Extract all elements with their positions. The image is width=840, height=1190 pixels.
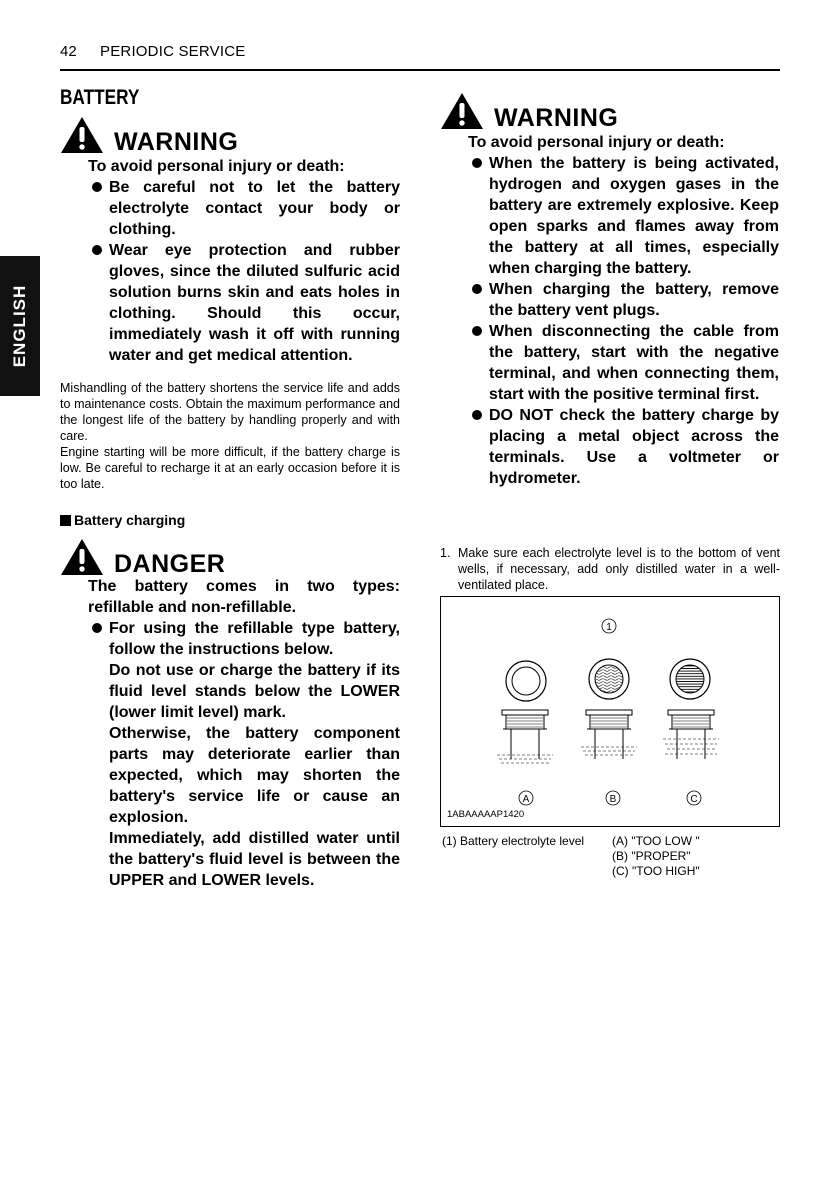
battery-cell-diagram — [441, 597, 779, 826]
figure-legend-list — [612, 834, 700, 879]
figure-legend-1: (1) Battery electrolyte level — [442, 834, 585, 848]
section-title: BATTERY — [60, 86, 140, 109]
step-1 — [440, 545, 780, 593]
top-view-proper — [589, 659, 629, 699]
figure-label-c: C — [690, 794, 698, 805]
warning-label: WARNING — [494, 104, 619, 132]
danger-label: DANGER — [114, 550, 226, 578]
side-view-too-low — [497, 710, 553, 763]
top-view-too-low — [506, 661, 546, 701]
legend-item: (A) "TOO LOW " — [612, 834, 700, 848]
square-bullet-icon — [60, 515, 71, 526]
body-text — [60, 380, 400, 492]
warning-label: WARNING — [114, 128, 239, 156]
warning-item: When charging the battery, remove the battery vent plugs. — [468, 279, 779, 321]
warning-box-left — [60, 116, 400, 366]
warning-triangle-icon — [60, 116, 104, 154]
figure-label-b: B — [609, 794, 617, 805]
body-paragraph: Mishandling of the battery shortens the service life and adds to maintenance costs. Obtain the maximum performance and the longest life of the battery by handling properly and with care. — [60, 381, 400, 443]
danger-paragraph: Otherwise, the battery component parts may deteriorate earlier than expected, which may shorten the battery's service life or cause an explosion. — [109, 725, 400, 826]
legend-item: (B) "PROPER" — [612, 849, 691, 863]
warning-lead: To avoid personal injury or death: — [88, 158, 345, 175]
danger-paragraph: Immediately, add distilled water until the battery's fluid level is between the UPPER and LOWER levels. — [109, 830, 400, 889]
danger-header — [60, 538, 400, 582]
page-number: 42 — [60, 43, 77, 60]
top-view-too-high — [670, 659, 710, 699]
step-text: Make sure each electrolyte level is to the bottom of vent wells, if necessary, add only distilled water in a well-ventilated place. — [458, 546, 780, 592]
warning-triangle-icon — [60, 538, 104, 576]
figure-code: 1ABAAAAAP1420 — [447, 809, 525, 820]
warning-item: When the battery is being activated, hydrogen and oxygen gases in the battery are extremely explosive. Keep open sparks and flames away from the battery at all times, especially when charging the battery. — [468, 153, 779, 279]
step-number: 1. — [440, 546, 451, 560]
subheading-label: Battery charging — [74, 512, 186, 528]
subheading — [60, 512, 185, 528]
language-tab — [0, 256, 40, 396]
warning-triangle-icon — [440, 92, 484, 130]
danger-item: For using the refillable type battery, follow the instructions below. — [88, 618, 400, 660]
warning-header — [60, 116, 400, 160]
warning-box-right — [440, 92, 779, 489]
warning-item: When disconnecting the cable from the battery, start with the negative terminal, and when connecting them, start with the positive terminal first. — [468, 321, 779, 405]
warning-header — [440, 92, 779, 136]
body-paragraph: Engine starting will be more difficult, if the battery charge is low. Be careful to recharge it at an early occasion before it is too late. — [60, 445, 400, 491]
side-view-proper — [581, 710, 637, 759]
danger-paragraph: Do not use or charge the battery if its fluid level stands below the LOWER (lower limit level) mark. — [109, 662, 400, 721]
side-view-too-high — [663, 710, 719, 759]
language-tab-label: ENGLISH — [10, 284, 29, 368]
danger-lead: The battery comes in two types: refillable and non-refillable. — [88, 578, 400, 616]
legend-item: (C) "TOO HIGH" — [612, 864, 700, 878]
page-header — [60, 43, 780, 71]
callout-number: 1 — [606, 622, 612, 633]
danger-box — [60, 538, 400, 891]
figure-label-a: A — [522, 794, 530, 805]
header-title: PERIODIC SERVICE — [100, 43, 246, 60]
warning-lead: To avoid personal injury or death: — [468, 134, 725, 151]
warning-item: Wear eye protection and rubber gloves, since the diluted sulfuric acid solution burns skin and eats holes in clothing. Should this occur, immediately wash it off with running water and get medical attention. — [88, 240, 400, 366]
warning-item: DO NOT check the battery charge by placing a metal object across the terminals. Use a voltmeter or hydrometer. — [468, 405, 779, 489]
electrolyte-level-figure — [440, 596, 780, 827]
warning-item: Be careful not to let the battery electrolyte contact your body or clothing. — [88, 177, 400, 240]
